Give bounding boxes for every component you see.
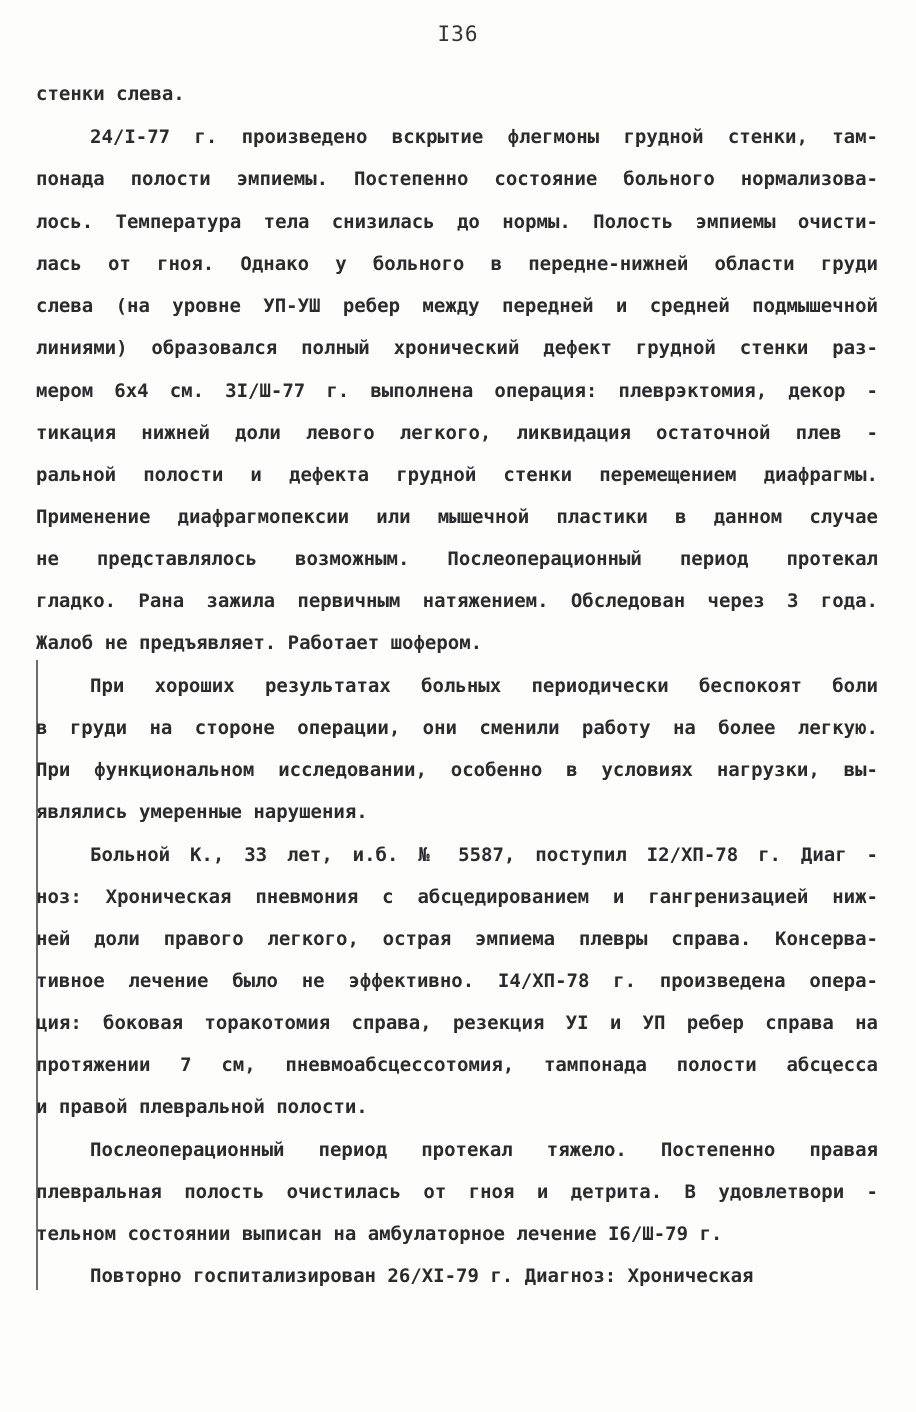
text-line: являлись умеренные нарушения.	[36, 801, 368, 823]
text-line: линиями) образовался полный хронический дефект грудной стенки раз-	[36, 337, 878, 359]
text-line: лась от гноя. Однако у больного в передне-нижней области груди	[36, 253, 878, 275]
text-line: ция: боковая торакотомия справа, резекция УI и УП ребер справа на	[36, 1012, 878, 1034]
text-line: ноз: Хроническая пневмония с абсцедированием и гангренизацией ниж-	[36, 886, 878, 908]
paragraph-first-line: Больной К., 33 лет, и.б. № 5587, поступил I2/XП-78 г. Диаг -	[90, 844, 878, 866]
text-line: протяжении 7 см, пневмоабсцессотомия, тампонада полости абсцесса	[36, 1054, 878, 1076]
text-line: лось. Температура тела снизилась до нормы. Полость эмпиемы очисти-	[36, 211, 878, 233]
text-line: тивное лечение было не эффективно. I4/XП-78 г. произведена опера-	[36, 970, 878, 992]
page-number: I36	[437, 22, 479, 46]
paragraph-first-line: 24/I-77 г. произведено вскрытие флегмоны грудной стенки, там-	[90, 126, 878, 148]
text-line: мером 6х4 см. 3I/Ш-77 г. выполнена операция: плеврэктомия, декор -	[36, 380, 878, 402]
paragraph-first-line: При хороших результатах больных периодически беспокоят боли	[90, 675, 878, 697]
text-line: и правой плевральной полости.	[36, 1096, 368, 1118]
text-line: гладко. Рана зажила первичным натяжением. Обследован через 3 года.	[36, 590, 878, 612]
text-line: тельном состоянии выписан на амбулаторное лечение I6/Ш-79 г.	[36, 1223, 723, 1245]
paragraph-first-line: Послеоперационный период протекал тяжело. Постепенно правая	[90, 1139, 878, 1161]
text-line: слева (на уровне УП-УШ ребер между передней и средней подмышечной	[36, 295, 878, 317]
text-line: ней доли правого легкого, острая эмпиема плевры справа. Консерва-	[36, 928, 878, 950]
text-line: не представлялось возможным. Послеоперационный период протекал	[36, 548, 878, 570]
text-line: понада полости эмпиемы. Постепенно состояние больного нормализова-	[36, 168, 878, 190]
text-line: При функциональном исследовании, особенно в условиях нагрузки, вы-	[36, 759, 878, 781]
paragraph-first-line: Повторно госпитализирован 26/XI-79 г. Диагноз: Хроническая	[90, 1265, 754, 1287]
text-line: ральной полости и дефекта грудной стенки перемещением диафрагмы.	[36, 464, 878, 486]
text-line: Жалоб не предъявляет. Работает шофером.	[36, 632, 483, 654]
text-line: Применение диафрагмопексии или мышечной пластики в данном случае	[36, 506, 878, 528]
text-line: стенки слева.	[36, 83, 185, 105]
text-line: тикация нижней доли левого легкого, ликвидация остаточной плев -	[36, 422, 878, 444]
text-line: в груди на стороне операции, они сменили работу на более легкую.	[36, 717, 878, 739]
text-line: плевральная полость очистилась от гноя и детрита. В удовлетвори -	[36, 1181, 878, 1203]
